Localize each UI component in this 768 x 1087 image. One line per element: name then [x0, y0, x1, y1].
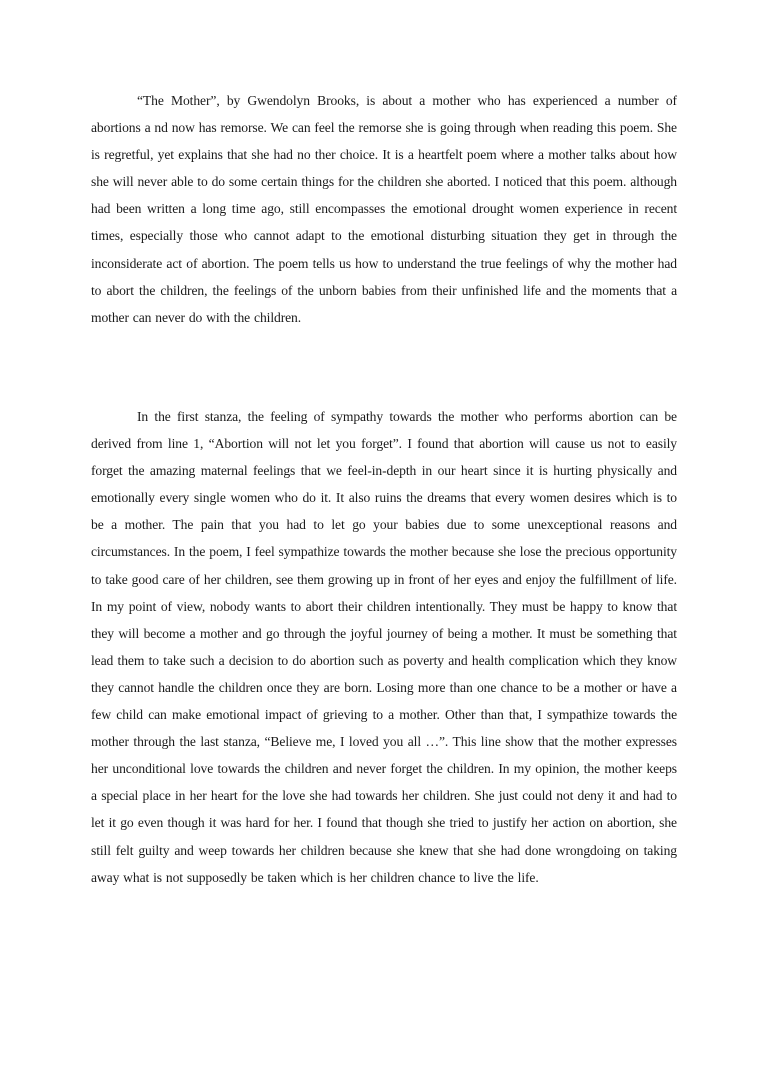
paragraph-first-stanza-analysis: In the first stanza, the feeling of sympathy towards the mother who performs abortion can be derived from line 1, “Abortion will not let you forget”. I found that abortion will cause us not to easily forget the amazing maternal feelings that we feel-in-depth in our heart since it is hurting physically and emotionally every single women who do it. It also ruins the dreams that every women desires which is to be a mother. The pain that you had to let go your babies due to some unexceptional reasons and circumstances. In the poem, I feel sympathize towards the mother because she lose the precious opportunity to take good care of her children, see them growing up in front of her eyes and enjoy the fulfillment of life. In my point of view, nobody wants to abort their children intentionally. They must be happy to know that they will become a mother and go through the joyful journey of being a mother. It must be something that lead them to take such a decision to do abortion such as poverty and health complication which they know they cannot handle the children once they are born. Losing more than one chance to be a mother or have a few child can make emotional impact of grieving to a mother. Other than that, I sympathize towards the mother through the last stanza, “Believe me, I loved you all …”. This line show that the mother expresses her unconditional love towards the children and never forget the children. In my opinion, the mother keeps a special place in her heart for the love she had towards her children. She just could not deny it and had to let it go even though it was hard for her. I found that though she tried to justify her action on abortion, she still felt guilty and weep towards her children because she knew that she had done wrongdoing on taking away what is not supposedly be taken which is her children chance to live the life. [91, 409, 677, 885]
paragraph-introduction: “The Mother”, by Gwendolyn Brooks, is about a mother who has experienced a number of abortions a nd now has remorse. We can feel the remorse she is going through when reading this poem. She is regretful, yet explains that she had no ther choice. It is a heartfelt poem where a mother talks about how she will never able to do some certain things for the children she aborted. I noticed that this poem. although had been written a long time ago, still encompasses the emotional drought women experience in recent times, especially those who cannot adapt to the emotional disturbing situation they get in through the inconsiderate act of abortion. The poem tells us how to understand the true feelings of why the mother had to abort the children, the feelings of the unborn babies from their unfinished life and the moments that a mother can never do with the children. [91, 93, 677, 325]
